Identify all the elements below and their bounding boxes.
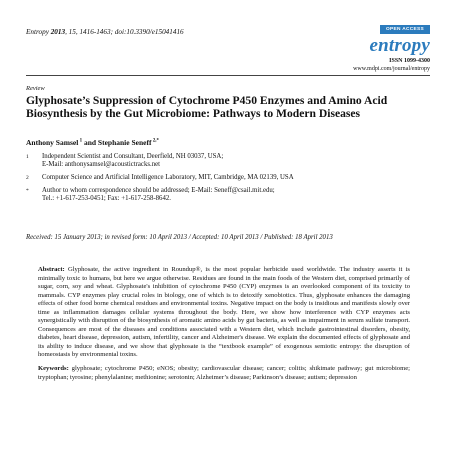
header-divider <box>26 75 430 76</box>
author-list <box>26 138 159 147</box>
affiliation-2 <box>26 174 426 182</box>
author-affiliation-mark: 2,* <box>152 138 159 144</box>
paper-title: Glyphosate’s Suppression of Cytochrome P450 Enzymes and Amino Acid Biosynthesis by the Gut Microbiome: Pathways to Modern Diseases <box>26 94 388 120</box>
citation-volume: 15 <box>68 28 76 36</box>
article-type: Review <box>26 85 45 92</box>
open-access-badge: OPEN ACCESS <box>380 25 430 34</box>
correspondence-phone: Tel.: +1-617-253-0451; Fax: +1-617-258-8642. <box>42 195 171 203</box>
publication-dates: Received: 15 January 2013; in revised form: 10 April 2013 / Accepted: 10 April 2013 / Published: 18 April 2013 <box>26 234 333 241</box>
author-name: Stephanie Seneff <box>97 138 152 147</box>
author-separator: and <box>82 138 98 147</box>
correspondence <box>26 187 426 204</box>
affiliation-text: Computer Science and Artificial Intelligence Laboratory, MIT, Cambridge, MA 02139, USA <box>42 174 294 181</box>
abstract-section <box>38 266 410 382</box>
keywords-label: Keywords: <box>38 365 69 373</box>
citation-pages-doi: , 1416-1463; doi:10.3390/e15041416 <box>75 28 184 36</box>
affiliation-number: 1 <box>26 154 29 160</box>
correspondence-text[interactable]: Author to whom correspondence should be addressed; E-Mail: Seneff@csail.mit.edu; <box>42 187 275 194</box>
journal-citation: Entropy 2013, 15, 1416-1463; doi:10.3390/e15041416 <box>26 28 184 36</box>
affiliation-text: Independent Scientist and Consultant, Deerfield, NH 03037, USA; <box>42 153 224 160</box>
author-name: Anthony Samsel <box>26 138 79 147</box>
affiliation-email[interactable]: E-Mail: anthonysamsel@acoustictracks.net <box>42 161 160 169</box>
keywords-text: glyphosate; cytochrome P450; eNOS; obesity; cardiovascular disease; cancer; colitis; shikimate pathway; gut microbiome; tryptophan; tyrosine; phenylalanine; methionine; serotonin; Alzheimer’s disease; Parkinson’s disease; autism; depression <box>38 365 410 381</box>
affiliation-number: * <box>26 188 29 194</box>
journal-url[interactable]: www.mdpi.com/journal/entropy <box>353 66 430 72</box>
citation-year: 2013 <box>50 28 66 36</box>
author-affiliation-mark: 1 <box>79 138 83 144</box>
abstract-text: Glyphosate, the active ingredient in Roundup®, is the most popular herbicide used worldwide. The industry asserts it is minimally toxic to humans, but here we argue otherwise. Residues are found in the main foods of the Western diet, comprised primarily of sugar, corn, soy and wheat. Glyphosate's inhibition of cytochrome P450 (CYP) enzymes is an overlooked component of its toxicity to mammals. CYP enzymes play crucial roles in biology, one of which is to detoxify xenobiotics. Thus, glyphosate enhances the damaging effects of other food borne chemical residues and environmental toxins. Negative impact on the body is insidious and manifests slowly over time as inflammation damages cellular systems throughout the body. Here, we show how interference with CYP enzymes acts synergistically with disruption of the biosynthesis of aromatic amino acids by gut bacteria, as well as impairment in serum sulfate transport. Consequences are most of the diseases and conditions associated with a Western diet, which include gastrointestinal disorders, obesity, diabetes, heart disease, depression, autism, infertility, cancer and Alzheimer's disease. We explain the documented effects of glyphosate and its ability to induce disease, and we show that glyphosate is the “textbook example” of exogenous semiotic entropy: the disruption of homeostasis by environmental toxins. <box>38 266 410 359</box>
affiliation-1 <box>26 153 426 170</box>
abstract <box>38 266 410 360</box>
abstract-label: Abstract: <box>38 266 65 273</box>
journal-logo: entropy <box>369 35 430 56</box>
affiliation-number: 2 <box>26 175 29 181</box>
keywords <box>38 365 410 382</box>
citation-journal: Entropy <box>26 28 49 36</box>
issn: ISSN 1099-4300 <box>389 58 430 64</box>
